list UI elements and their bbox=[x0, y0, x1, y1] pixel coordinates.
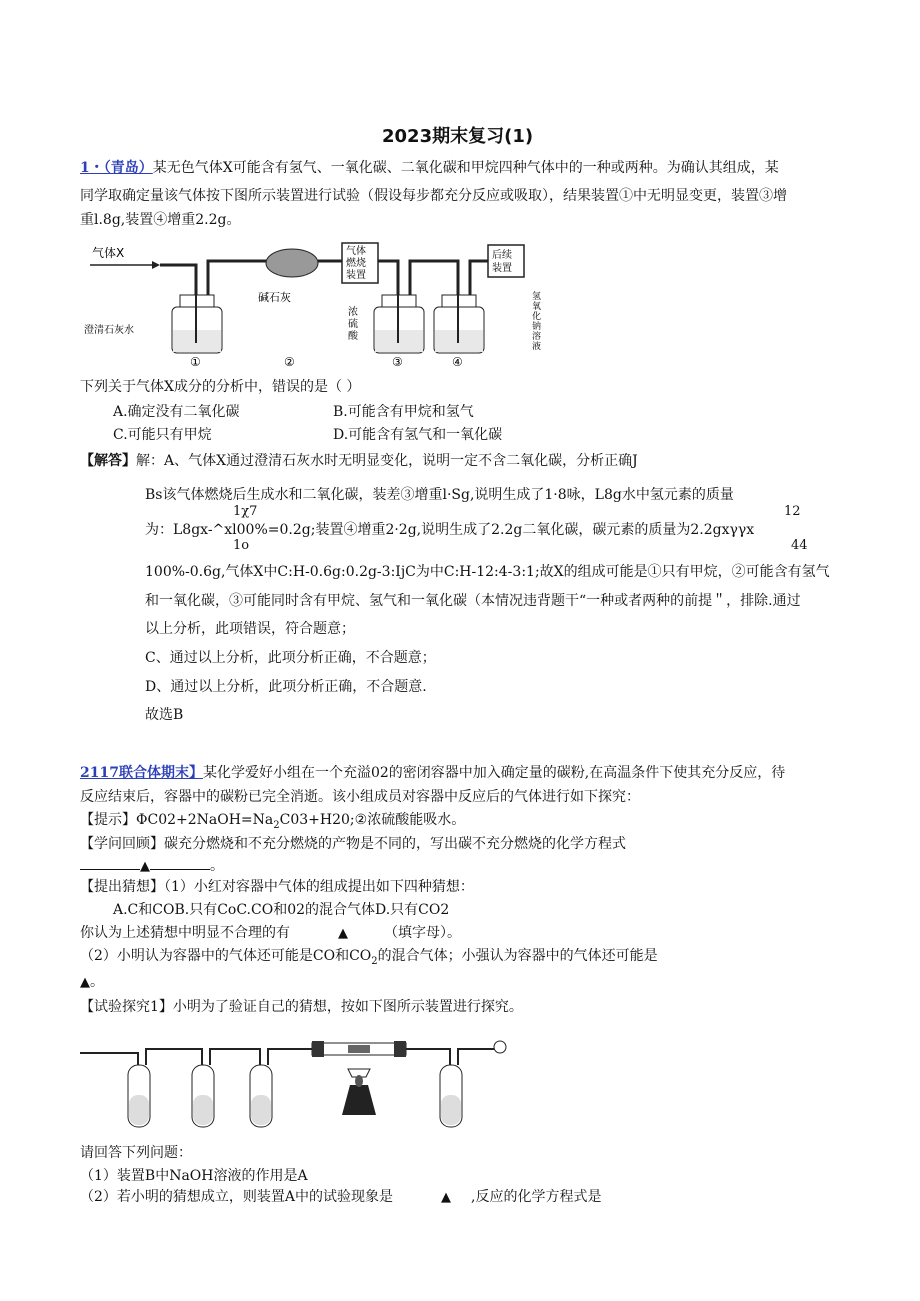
page-title: 2023期末复习(1) bbox=[382, 126, 534, 147]
q1-question: 下列关于气体X成分的分析中，错误的是（ ） bbox=[80, 379, 361, 395]
follow-text-2: 装置 bbox=[492, 263, 512, 274]
liquid-a bbox=[129, 1095, 149, 1125]
burner-text-1: 气体 bbox=[346, 246, 366, 257]
follow-text-1: 后续 bbox=[492, 250, 512, 261]
q2-ask: 请回答下列问题： bbox=[80, 1145, 192, 1161]
unreasonable-mark: ▲ bbox=[338, 926, 348, 941]
q2-part2 bbox=[80, 946, 658, 972]
unreasonable-end: （填字母）。 bbox=[384, 925, 461, 941]
naoh-char-1: 氢 bbox=[532, 292, 542, 302]
naoh-char-4: 钠 bbox=[532, 322, 542, 332]
q1-option-d: D.可能含有氢气和一氧化碳 bbox=[333, 427, 503, 443]
blank-line-2[interactable] bbox=[150, 869, 210, 870]
q1-option-b: B.可能含有甲烷和氢气 bbox=[333, 404, 474, 420]
q2-text1: 某化学爱好小组在一个充溢02的密闭容器中加入确定量的碳粉,在高温条件下使其充分反应，待 bbox=[202, 765, 786, 781]
soda-lime-label: 碱石灰 bbox=[258, 291, 291, 304]
h2so4-char-3: 酸 bbox=[348, 331, 358, 342]
q1-answer-line2: Bs该气体燃烧后生成水和二氧化碳，装差③增重l·Sg,说明生成了1·8咏，L8g水中氢元素的质量 bbox=[145, 487, 734, 503]
tube-4-out bbox=[470, 261, 488, 295]
lamp-flame bbox=[355, 1075, 363, 1087]
num-1: ① bbox=[190, 355, 201, 369]
ask2-mark: ▲ bbox=[441, 1190, 452, 1205]
q1-answer-line9: 故选B bbox=[145, 707, 184, 723]
q2-line1 bbox=[80, 763, 785, 783]
hint-subscript: 2 bbox=[273, 819, 280, 831]
liquid-c bbox=[251, 1095, 271, 1125]
ask2-text: （2）若小明的猜想成立，则装置A中的试验现象是 bbox=[80, 1189, 394, 1205]
naoh-char-6: 液 bbox=[532, 342, 542, 352]
q1-answer-line6: 以上分析，此项错误，符合题意； bbox=[145, 621, 355, 637]
tube-stopper-right bbox=[394, 1041, 406, 1057]
answer-label: 【解答】 bbox=[80, 453, 136, 469]
burner-text-3: 装置 bbox=[346, 270, 366, 281]
q2-ask2 bbox=[80, 1187, 601, 1208]
gas-arrow-head bbox=[152, 261, 160, 269]
num-4: ④ bbox=[452, 355, 463, 369]
alcohol-lamp bbox=[342, 1085, 376, 1115]
blank1-mark: ▲ bbox=[140, 859, 150, 874]
liquid-b bbox=[193, 1095, 213, 1125]
naoh-char-5: 溶 bbox=[532, 332, 542, 342]
part2-end: 。 bbox=[90, 974, 104, 990]
balloon bbox=[494, 1041, 506, 1053]
q1-text1: 某无色气体X可能含有氢气、一氧化碳、二氧化碳和甲烷四种气体中的一种或两种。为确认其组成，某 bbox=[152, 160, 779, 176]
answer-text-1: 解：A、气体X通过澄清石灰水时无明显变化，说明一定不含二氧化碳，分析正确J bbox=[136, 453, 638, 469]
q2-unreasonable bbox=[80, 923, 461, 944]
fe2o3-powder bbox=[348, 1045, 370, 1053]
tube-stopper-left bbox=[312, 1041, 324, 1057]
hint-part-b: C03+H20;②浓硫酸能吸水。 bbox=[279, 812, 466, 828]
q2-ask1: （1）装置B中NaOH溶液的作用是A bbox=[80, 1168, 308, 1184]
naoh-char-2: 氧 bbox=[532, 302, 542, 312]
blank-line-1[interactable] bbox=[80, 869, 140, 870]
q1-apparatus-diagram bbox=[80, 235, 550, 370]
q1-fraction-den-1: 1o bbox=[233, 538, 250, 553]
h2so4-char-1: 浓 bbox=[348, 307, 358, 318]
q2-blank1 bbox=[80, 856, 224, 877]
q1-option-a: A.确定没有二氧化碳 bbox=[113, 404, 240, 420]
naoh-char-3: 化 bbox=[532, 312, 542, 322]
soda-lime-tube bbox=[266, 249, 318, 277]
q1-line3: 重l.8g,装置④增重2.2g。 bbox=[80, 212, 241, 228]
q1-line2: 同学取确定量该气体按下图所示装置进行试验（假设每步都充分反应或吸取），结果装置①中无明显变更，装置③增 bbox=[80, 188, 787, 204]
q1-answer-line1 bbox=[80, 451, 638, 471]
q2-part2-answer bbox=[80, 972, 104, 993]
limewater-label: 澄清石灰水 bbox=[84, 325, 134, 336]
q1-fraction-den-2: 44 bbox=[791, 538, 808, 553]
q2-label: 2117联合体期末】 bbox=[80, 765, 203, 781]
q2-hypothesis-options: A.C和COB.只有CoC.CO和02的混合气体D.只有CO2 bbox=[113, 902, 450, 918]
q1-answer-line7: C、通过以上分析，此项分析正确，不合题意； bbox=[145, 650, 436, 666]
tube-3-in bbox=[378, 261, 398, 295]
part2-subscript: 2 bbox=[371, 955, 378, 967]
tube-c-d bbox=[268, 1049, 312, 1065]
num-3: ③ bbox=[392, 355, 403, 369]
part2-text-b: 的混合气体；小强认为容器中的气体还可能是 bbox=[377, 948, 658, 964]
tube-to-balloon bbox=[458, 1049, 494, 1065]
q1-answer-line8: D、通过以上分析，此项分析正确，不合题意. bbox=[145, 679, 427, 695]
num-2: ② bbox=[284, 355, 295, 369]
q1-fraction-num-2: 12 bbox=[784, 504, 801, 519]
h2so4-char-2: 硫 bbox=[348, 319, 358, 330]
q1-label: 1・（青岛） bbox=[80, 160, 153, 176]
tube-3-4 bbox=[410, 261, 458, 295]
tube-1-2 bbox=[208, 261, 268, 295]
q1-line1 bbox=[80, 158, 779, 178]
q1-fraction-num-1: 1χ7 bbox=[233, 504, 258, 519]
unreasonable-text: 你认为上述猜想中明显不合理的有 bbox=[80, 925, 290, 941]
q1-answer-line3: 为：L8gx-^xl00%=0.2g;装置④增重2·2g,说明生成了2.2g二氧化碳，碳元素的质量为2.2gxγγx bbox=[145, 522, 755, 538]
gas-x-label: 气体X bbox=[92, 246, 125, 260]
q2-line2: 反应结束后，容器中的碳粉已完全消逝。该小组成员对容器中反应后的气体进行如下探究： bbox=[80, 789, 640, 805]
hint-part-a: 【提示】ΦC02+2NaOH=Na bbox=[80, 812, 274, 828]
q2-hypothesis: 【提出猜想】（1）小红对容器中气体的组成提出如下四种猜想： bbox=[80, 879, 474, 895]
ask2-end: ,反应的化学方程式是 bbox=[471, 1189, 602, 1205]
part2-mark: ▲ bbox=[80, 975, 90, 990]
q2-experiment: 【试验探究1】小明为了验证自己的猜想，按如下图所示装置进行探究。 bbox=[80, 999, 523, 1015]
q1-answer-line5: 和一氧化碳，③可能同时含有甲烷、氢气和一氧化碳（本情况违背题干“一种或者两种的前提＂，排除.通过 bbox=[145, 593, 801, 609]
q1-option-c: C.可能只有甲烷 bbox=[113, 427, 212, 443]
q2-hint bbox=[80, 810, 465, 836]
q2-apparatus-diagram bbox=[80, 1025, 550, 1142]
blank1-end: 。 bbox=[210, 858, 224, 874]
tube-in-1 bbox=[160, 265, 196, 295]
q2-review: 【学问回顾】碳充分燃烧和不充分燃烧的产物是不同的，写出碳不充分燃烧的化学方程式 bbox=[80, 836, 626, 852]
liquid-e bbox=[441, 1095, 461, 1125]
part2-text-a: （2）小明认为容器中的气体还可能是CO和CO bbox=[80, 948, 372, 964]
q1-answer-line4: 100%-0.6g,气体X中C:H-0.6g:0.2g-3:IjC为中C:H-12:4-3:1;故X的组成可能是①只有甲烷，②可能含有氢气 bbox=[145, 564, 830, 580]
burner-text-2: 燃烧 bbox=[346, 258, 366, 269]
